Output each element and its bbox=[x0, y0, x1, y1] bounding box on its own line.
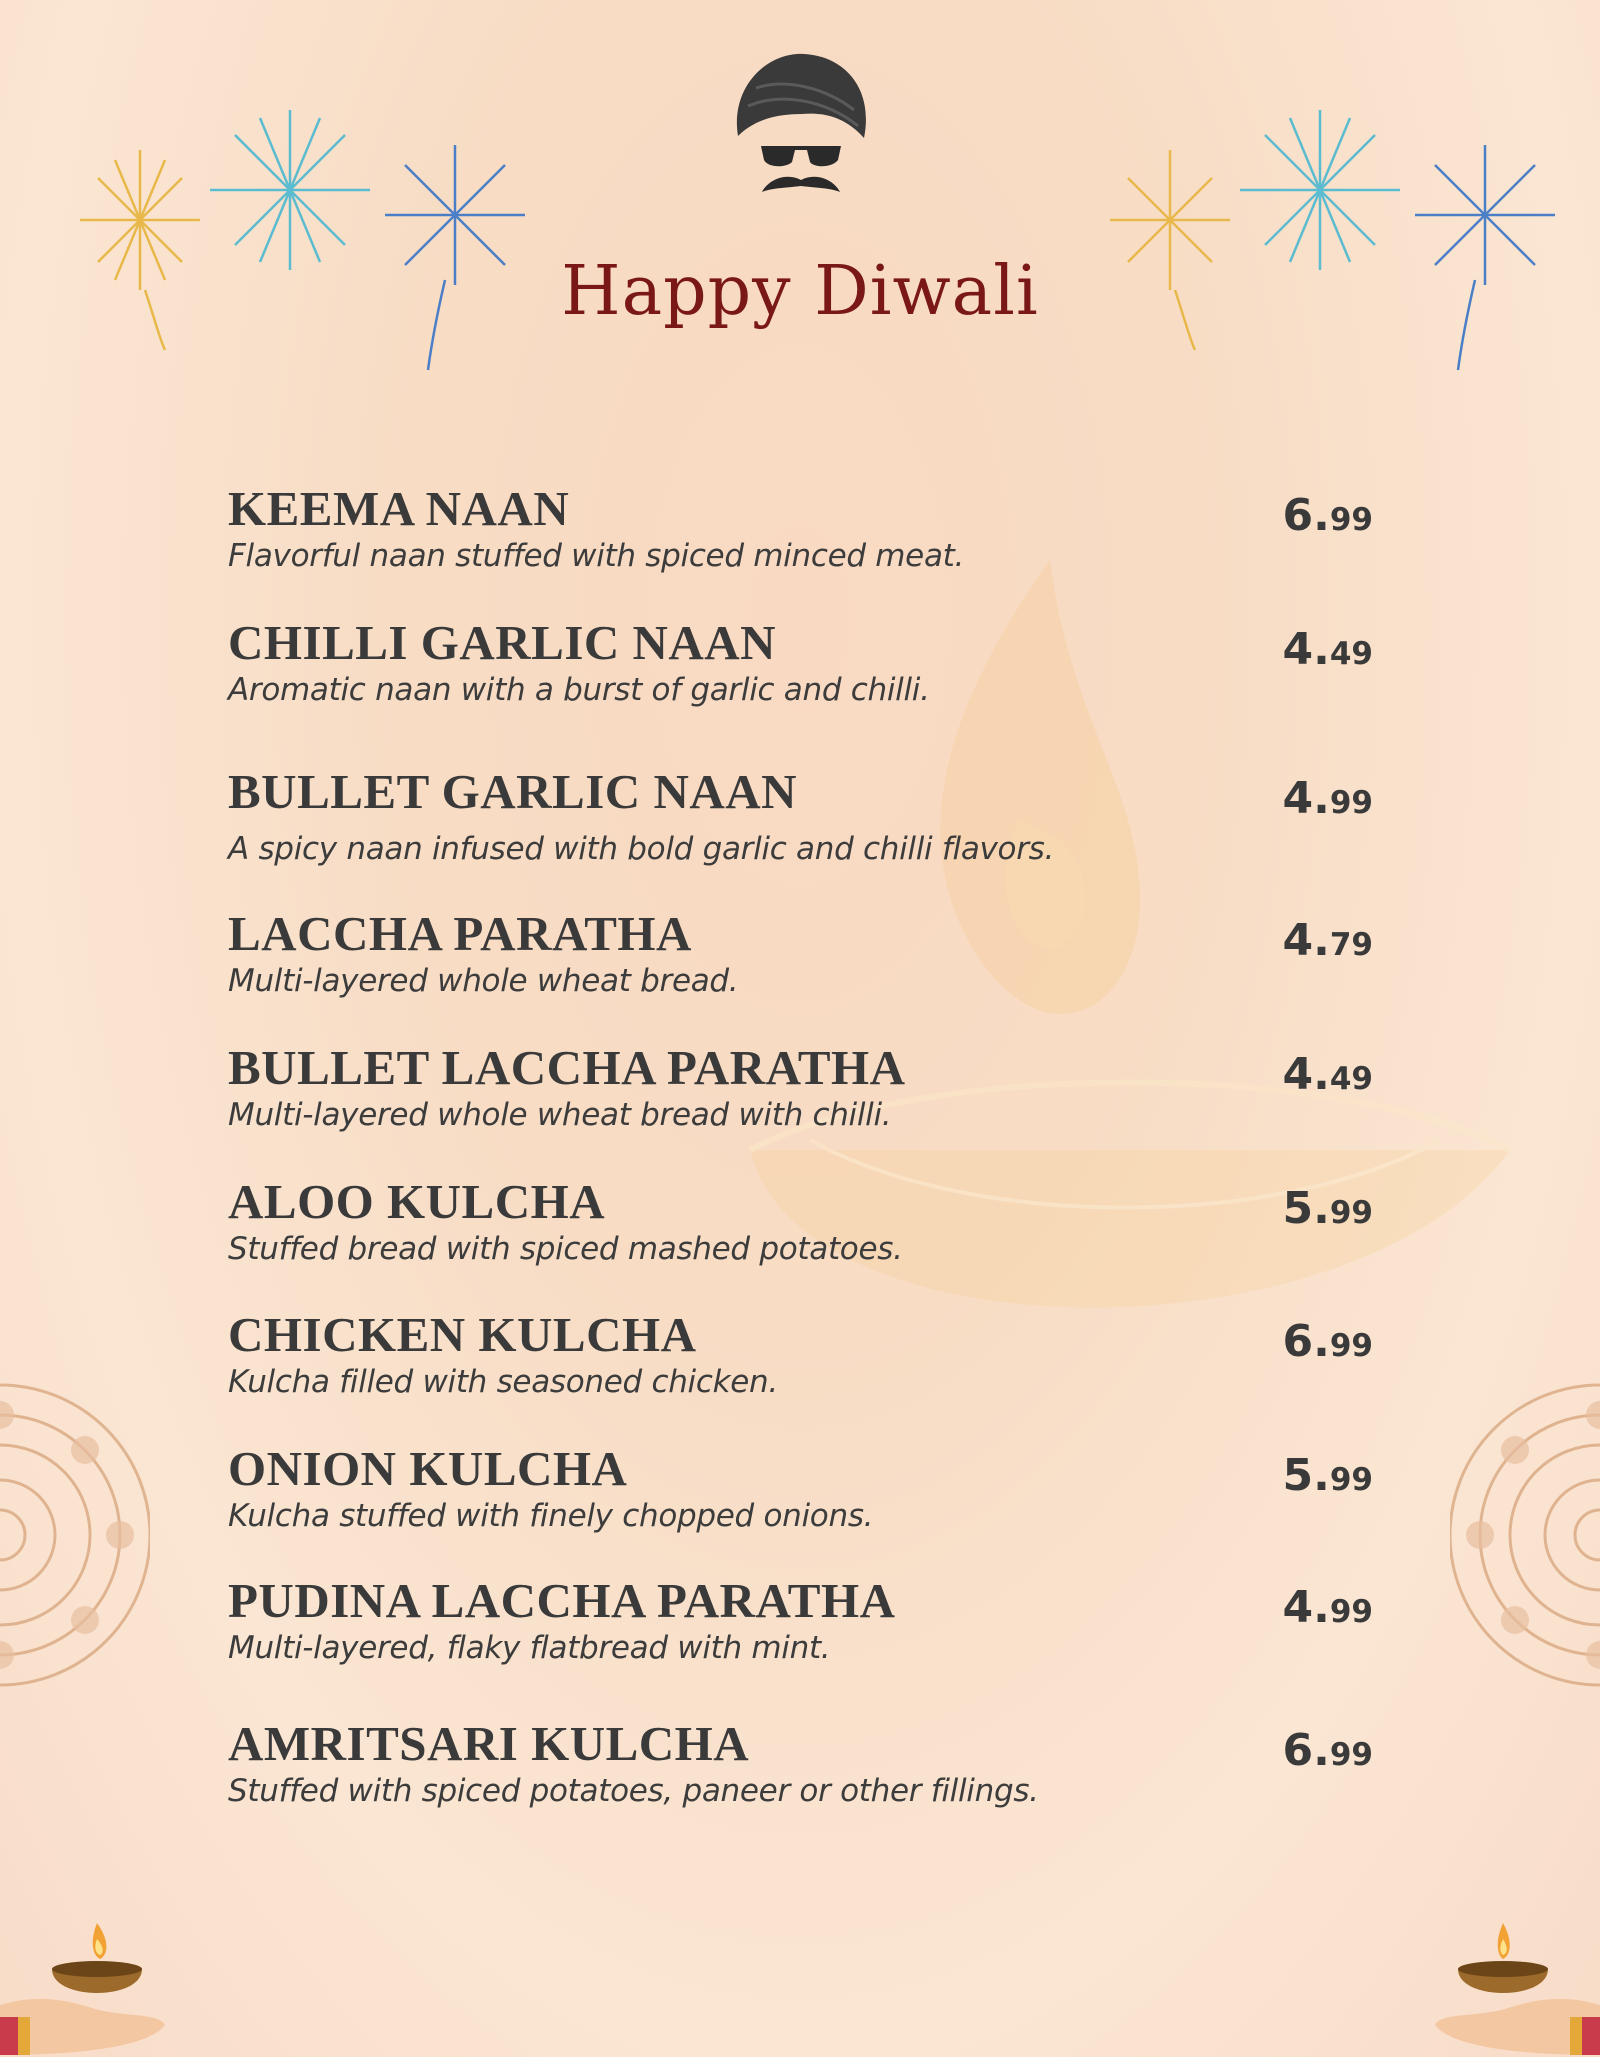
price-cents: 99 bbox=[1329, 1462, 1373, 1498]
list-item bbox=[228, 905, 1373, 1015]
fireworks-icon bbox=[60, 90, 540, 390]
price-cents: 99 bbox=[1329, 1195, 1373, 1231]
item-description: Stuffed with spiced potatoes, paneer or other fillings. bbox=[228, 1773, 1039, 1809]
item-description: Stuffed bread with spiced mashed potatoes. bbox=[228, 1231, 903, 1267]
price-cents: 99 bbox=[1329, 1737, 1373, 1773]
item-name: ONION KULCHA bbox=[228, 1441, 628, 1496]
item-name: BULLET GARLIC NAAN bbox=[228, 764, 797, 819]
item-name: AMRITSARI KULCHA bbox=[228, 1716, 750, 1771]
price-cents: 79 bbox=[1329, 927, 1373, 963]
price-cents: 99 bbox=[1329, 502, 1373, 538]
price-whole: 5. bbox=[1282, 1183, 1330, 1234]
item-price bbox=[1283, 1450, 1373, 1501]
item-name: CHILLI GARLIC NAAN bbox=[228, 615, 777, 670]
price-cents: 99 bbox=[1329, 1328, 1373, 1364]
item-description: Multi-layered whole wheat bread. bbox=[228, 963, 739, 999]
item-description: Kulcha stuffed with finely chopped onions. bbox=[228, 1498, 874, 1534]
price-whole: 5. bbox=[1282, 1450, 1330, 1501]
item-price bbox=[1283, 1049, 1373, 1100]
list-item bbox=[228, 480, 1373, 590]
item-price bbox=[1283, 1316, 1373, 1367]
item-name: BULLET LACCHA PARATHA bbox=[228, 1040, 906, 1095]
price-cents: 99 bbox=[1329, 1594, 1373, 1630]
list-item bbox=[228, 1715, 1373, 1825]
price-whole: 6. bbox=[1282, 1316, 1330, 1367]
item-description: Multi-layered whole wheat bread with chilli. bbox=[228, 1097, 892, 1133]
item-price bbox=[1283, 773, 1373, 824]
price-whole: 6. bbox=[1282, 490, 1330, 541]
list-item bbox=[228, 1306, 1373, 1416]
price-whole: 4. bbox=[1282, 624, 1330, 675]
list-item bbox=[228, 1039, 1373, 1149]
hand-diya-icon bbox=[1425, 1905, 1600, 2057]
fireworks-icon bbox=[1090, 90, 1570, 390]
item-price bbox=[1283, 1582, 1373, 1633]
mandala-icon bbox=[1450, 1370, 1600, 1700]
item-description: Multi-layered, flaky flatbread with mint. bbox=[228, 1630, 831, 1666]
page-title: Happy Diwali bbox=[561, 252, 1039, 331]
item-price bbox=[1283, 915, 1373, 966]
price-cents: 49 bbox=[1329, 1061, 1373, 1097]
price-whole: 6. bbox=[1282, 1725, 1330, 1776]
item-description: A spicy naan infused with bold garlic and chilli flavors. bbox=[228, 831, 1055, 867]
price-whole: 4. bbox=[1282, 773, 1330, 824]
item-name: CHICKEN KULCHA bbox=[228, 1307, 697, 1362]
item-name: PUDINA LACCHA PARATHA bbox=[228, 1573, 896, 1628]
item-description: Flavorful naan stuffed with spiced minced meat. bbox=[228, 538, 965, 574]
price-whole: 4. bbox=[1282, 1582, 1330, 1633]
list-item bbox=[228, 1440, 1373, 1550]
item-price bbox=[1283, 1183, 1373, 1234]
mandala-icon bbox=[0, 1370, 150, 1700]
list-item bbox=[228, 763, 1373, 873]
price-cents: 99 bbox=[1329, 785, 1373, 821]
turban-mustache-logo-icon bbox=[726, 48, 876, 204]
list-item bbox=[228, 1173, 1373, 1283]
item-price bbox=[1283, 1725, 1373, 1776]
list-item bbox=[228, 1572, 1373, 1682]
item-name: KEEMA NAAN bbox=[228, 481, 570, 536]
item-price bbox=[1283, 624, 1373, 675]
item-name: LACCHA PARATHA bbox=[228, 906, 692, 961]
price-cents: 49 bbox=[1329, 636, 1373, 672]
item-description: Aromatic naan with a burst of garlic and chilli. bbox=[228, 672, 930, 708]
list-item bbox=[228, 614, 1373, 724]
hand-diya-icon bbox=[0, 1905, 175, 2057]
item-price bbox=[1283, 490, 1373, 541]
price-whole: 4. bbox=[1282, 1049, 1330, 1100]
price-whole: 4. bbox=[1282, 915, 1330, 966]
item-description: Kulcha filled with seasoned chicken. bbox=[228, 1364, 778, 1400]
item-name: ALOO KULCHA bbox=[228, 1174, 606, 1229]
